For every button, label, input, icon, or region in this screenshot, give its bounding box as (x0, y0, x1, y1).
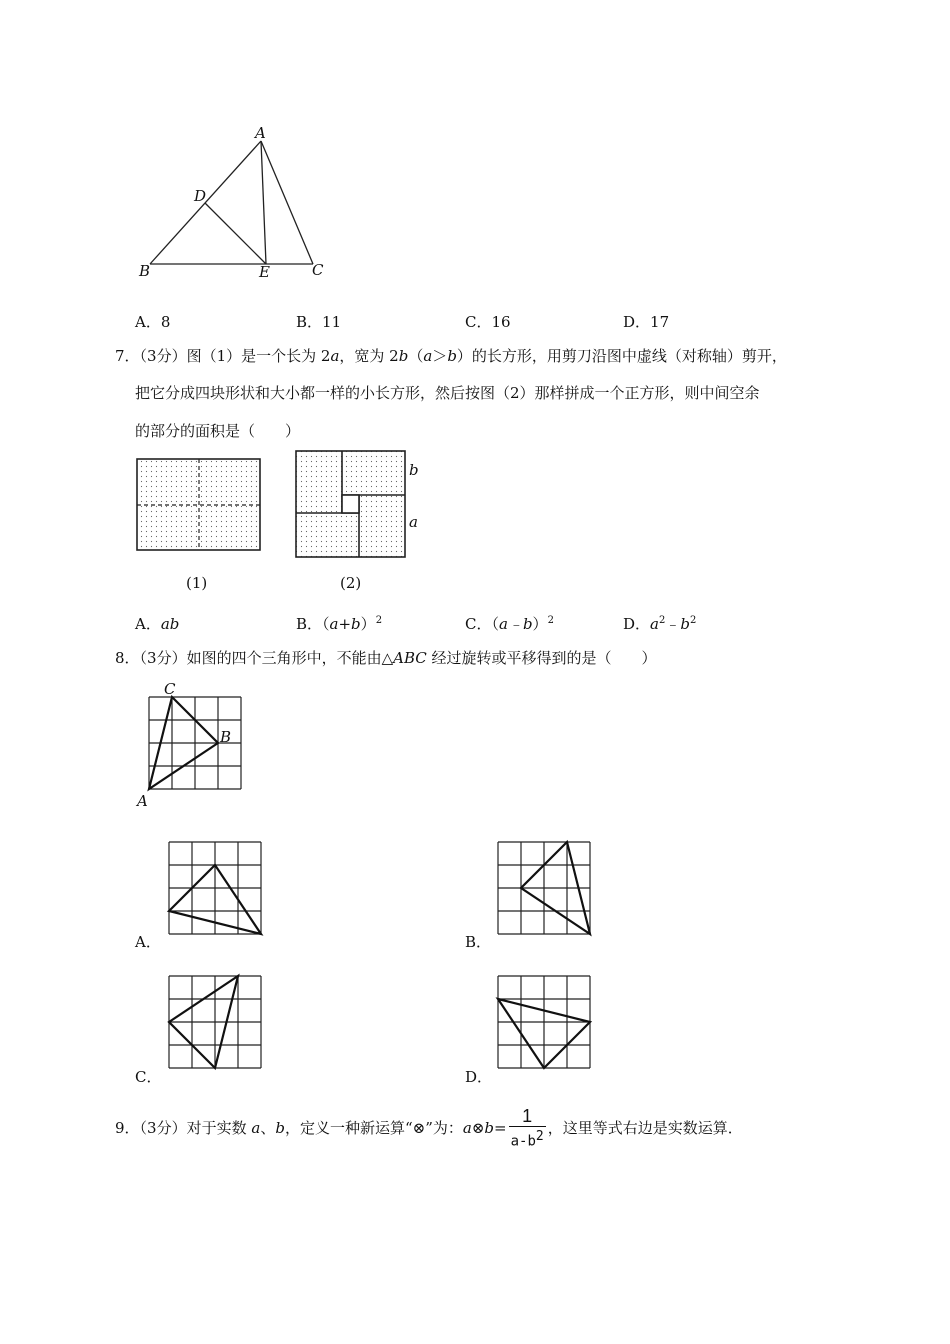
paren-close: ） (532, 615, 548, 633)
question-score: （3分） (139, 347, 187, 365)
q6-option-b[interactable] (296, 311, 341, 332)
q6-option-a[interactable] (135, 311, 170, 332)
fig1-caption: (1) (186, 574, 208, 592)
stem-text: 图（1）是一个长为 2 (186, 347, 331, 365)
q7-option-b[interactable] (296, 613, 382, 634)
q7-stem-line-2: 把它分成四块形状和大小都一样的小长方形，然后按图（2）那样拼成一个正方形，则中间空余 (135, 384, 760, 402)
option-letter: C． (465, 615, 492, 633)
otimes-operator: ⊗ (471, 1118, 485, 1137)
var-b: b (680, 615, 690, 633)
option-d-grid (498, 976, 590, 1068)
segment-ae (261, 141, 266, 264)
reference-grid-abc (149, 697, 241, 789)
point-label-b: B (220, 728, 232, 746)
option-letter: C． (465, 313, 492, 331)
question-score: （3分） (139, 1118, 187, 1137)
q7-option-c[interactable] (465, 613, 554, 634)
exponent: 2 (375, 615, 383, 626)
exponent: 2 (547, 615, 554, 626)
var-a: a (650, 615, 659, 633)
dotted-rectangle (137, 459, 260, 550)
question-score: （3分） (139, 649, 187, 667)
var-a: a (330, 347, 340, 365)
option-letter: D． (623, 313, 651, 331)
point-label-a: A (137, 792, 148, 810)
q8-stem (115, 647, 657, 668)
triangle (149, 697, 218, 789)
option-text: 8 (160, 313, 171, 331)
question-number: 7． (115, 347, 140, 365)
point-label-a: A (255, 124, 266, 142)
stem-text: 如图的四个三角形中，不能由△ (186, 649, 394, 667)
var-b: b (398, 347, 409, 365)
triangle (521, 842, 590, 934)
separator: 、 (260, 1118, 276, 1137)
var-a: a (423, 347, 433, 365)
option-c-grid (169, 976, 261, 1068)
q7-figure-1 (137, 459, 260, 550)
var-b: b (275, 1118, 285, 1137)
point-label-c: C (312, 261, 324, 279)
denominator-text: a-b (510, 1133, 536, 1150)
stem-text: 经过旋转或平移得到的是（ ） (426, 649, 657, 667)
q8-option-b-label[interactable]: B． (465, 933, 492, 951)
option-letter: D． (623, 615, 651, 633)
point-label-d: D (194, 187, 207, 205)
exponent: 2 (535, 1129, 544, 1144)
option-a-grid (169, 842, 261, 934)
option-letter: A． (135, 615, 161, 633)
question-number: 9． (115, 1118, 140, 1137)
stem-text: 对于实数 (186, 1118, 252, 1137)
fraction-denominator (509, 1127, 546, 1152)
stem-text: ，定义一种新运算“⊗”为： (284, 1118, 463, 1137)
stem-text: ，宽为 2 (339, 347, 399, 365)
option-text: 16 (491, 313, 511, 331)
gt-sign: ＞ (432, 347, 448, 365)
q6-option-d[interactable] (623, 311, 669, 332)
q7-option-d[interactable] (623, 613, 696, 634)
option-text: 11 (322, 313, 342, 331)
option-text: 17 (650, 313, 670, 331)
paren-open: （ (322, 615, 330, 633)
center-gap-square (342, 495, 359, 513)
label-b: b (409, 461, 419, 479)
var-b: b (447, 347, 457, 365)
option-expr: ab (160, 615, 180, 633)
point-label-c: C (164, 680, 176, 698)
exponent: 2 (658, 615, 666, 626)
triangle (169, 976, 238, 1068)
point-label-b: B (139, 262, 151, 280)
label-a: a (409, 513, 418, 531)
var-a: a (251, 1118, 261, 1137)
fig2-caption: (2) (340, 574, 362, 592)
var-b: b (484, 1118, 495, 1137)
segment-ac (261, 141, 313, 264)
triangle (498, 999, 590, 1068)
equals-sign: = (494, 1118, 507, 1137)
stem-text: ，这里等式右边是实数运算． (547, 1118, 743, 1137)
q8-option-d-label[interactable]: D． (465, 1068, 493, 1086)
var-a: a (462, 1118, 472, 1137)
segment-ab (150, 141, 261, 264)
exponent: 2 (689, 615, 697, 626)
q8-option-c-label[interactable]: C． (135, 1068, 162, 1086)
point-label-e: E (259, 263, 270, 281)
option-letter: A． (135, 313, 161, 331)
q7-stem-line-1 (115, 345, 787, 366)
option-expr: a﹣b (499, 615, 533, 633)
q9-stem (115, 1106, 743, 1152)
stem-text: ）的长方形，用剪刀沿图中虚线（对称轴）剪开， (456, 347, 787, 365)
segment-de (205, 203, 266, 264)
paren-close: ） (360, 615, 376, 633)
option-expr: a+b (329, 615, 361, 633)
q7-option-a[interactable] (135, 613, 179, 634)
option-letter: B． (296, 313, 323, 331)
q7-stem-line-3: 的部分的面积是（ ） (135, 422, 301, 440)
option-letter: B． (296, 615, 323, 633)
option-b-grid (498, 842, 590, 934)
fraction (509, 1106, 546, 1152)
q7-figure-2 (296, 451, 405, 557)
question-number: 8． (115, 649, 140, 667)
fraction-numerator: 1 (522, 1106, 533, 1126)
q8-option-a-label[interactable]: A． (135, 933, 161, 951)
outer-square (296, 451, 405, 557)
q6-option-c[interactable] (465, 311, 511, 332)
minus-sign: ﹣ (665, 615, 681, 633)
triangle (169, 865, 261, 934)
triangle-name: ABC (393, 649, 427, 667)
stem-text: （ (408, 347, 424, 365)
paren-open: （ (491, 615, 499, 633)
